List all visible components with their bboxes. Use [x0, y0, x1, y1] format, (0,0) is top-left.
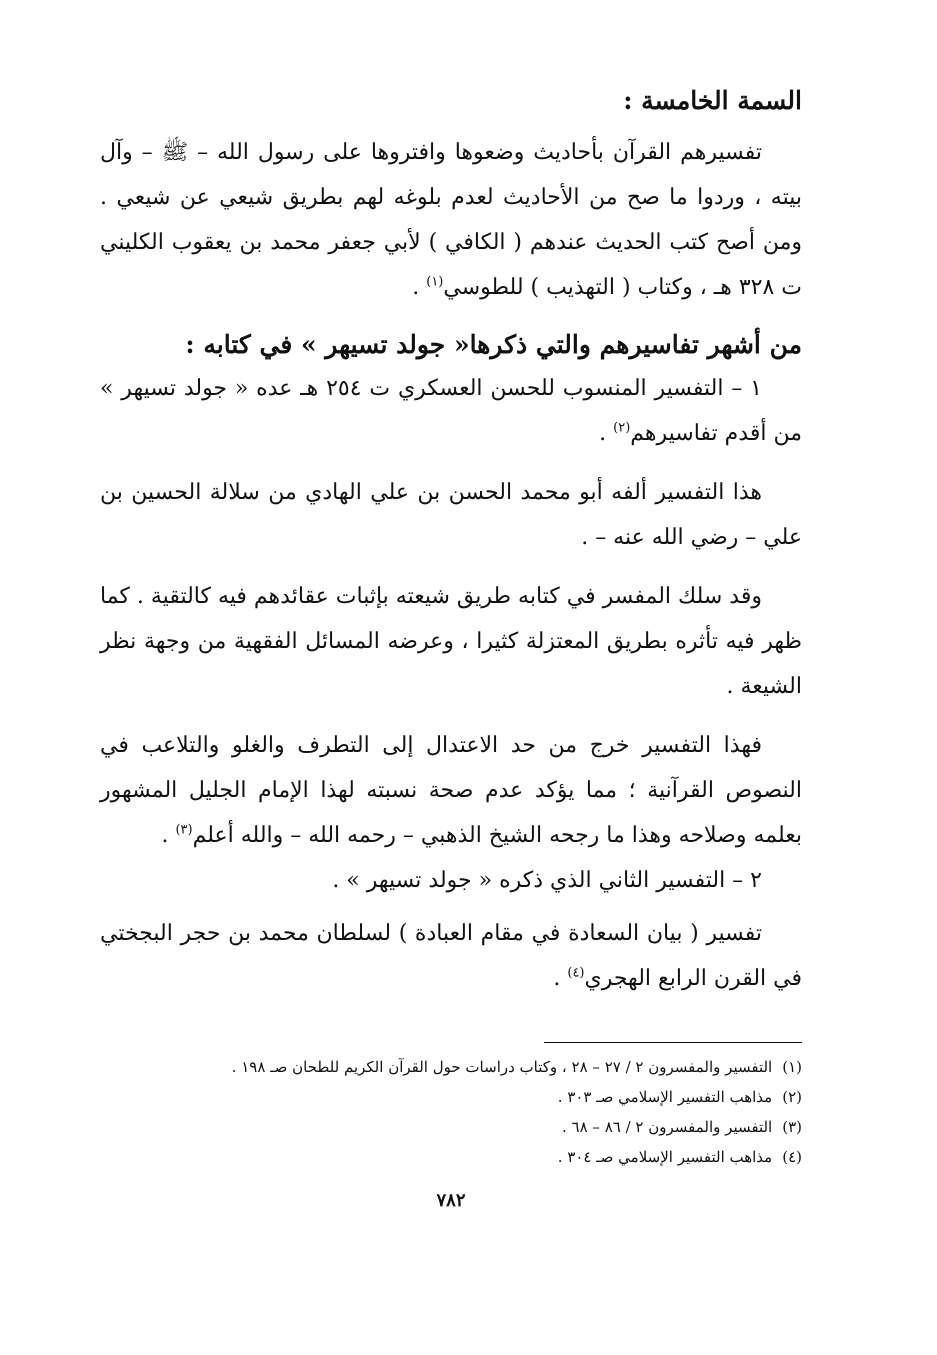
footnote-ref-4[interactable]: (٤) [567, 965, 585, 981]
list-item-1 [100, 366, 802, 456]
footnote-item [100, 1082, 802, 1112]
paragraph-1-end: . [412, 275, 427, 300]
footnotes-list [100, 1052, 802, 1172]
paragraph-5-text: تفسير ( بيان السعادة في مقام العبادة ) لسلطان محمد بن حجر البجختي في القرن الرابع الهجري [100, 921, 802, 991]
paragraph-5-end: . [553, 966, 568, 991]
paragraph-4-end: . [161, 823, 176, 848]
paragraph-3: وقد سلك المفسر في كتابه طريق شيعته بإثبات عقائدهم فيه كالتقية . كما ظهر فيه تأثره بطريق المعتزلة كثيرا ، وعرضه المسائل الفقهية من وجهة نظر الشيعة . [100, 584, 802, 699]
paragraph-5 [100, 911, 802, 1001]
subsection-heading: من أشهر تفاسيرهم والتي ذكرها« جولد تسيهر » في كتابه : [185, 330, 802, 359]
footnote-ref-3[interactable]: (٣) [175, 822, 193, 838]
footnote-text: التفسير والمفسرون ٢ / ٢٧ – ٢٨ ، وكتاب دراسات حول القرآن الكريم للطحان صـ ١٩٨ . [231, 1058, 773, 1076]
footnote-text: مذاهب التفسير الإسلامي صـ ٣٠٤ . [557, 1148, 773, 1166]
footnote-item [100, 1142, 802, 1172]
list-item-2: ٢ – التفسير الثاني الذي ذكره « جولد تسيهر » . [332, 868, 762, 893]
page-number: ٧٨٢ [436, 1190, 466, 1211]
section-heading: السمة الخامسة : [623, 86, 802, 115]
footnote-item [100, 1112, 802, 1142]
footnote-number: (٤) [782, 1148, 802, 1166]
footnote-number: (١) [782, 1058, 802, 1076]
paragraph-1 [100, 130, 802, 310]
footnote-number: (٢) [782, 1088, 802, 1106]
footnote-divider [544, 1042, 802, 1043]
list-item-1-text: ١ – التفسير المنسوب للحسن العسكري ت ٢٥٤ هـ عده « جولد تسيهر » من أقدم تفاسيرهم [100, 376, 802, 446]
footnote-ref-2[interactable]: (٢) [613, 420, 631, 436]
footnote-text: التفسير والمفسرون ٢ / ٨٦ – ٦٨ . [561, 1118, 773, 1136]
paragraph-4-text: فهذا التفسير خرج من حد الاعتدال إلى التطرف والغلو والتلاعب في النصوص القرآنية ؛ مما يؤكد عدم صحة نسبته لهذا الإمام الجليل المشهور بعلمه وصلاحه وهذا ما رجحه الشيخ الذهبي – رحمه الله – والله أعلم [100, 733, 802, 848]
footnote-item [100, 1052, 802, 1082]
footnote-number: (٣) [782, 1118, 802, 1136]
paragraph-1-text: تفسيرهم القرآن بأحاديث وضعوها وافتروها على رسول الله – ﷺ – وآل بيته ، وردوا ما صح من الأحاديث لعدم بلوغه لهم بطريق شيعي عن شيعي . ومن أصح كتب الحديث عندهم ( الكافي ) لأبي جعفر محمد بن يعقوب الكليني ت ٣٢٨ هـ ، وكتاب ( التهذيب ) للطوسي [100, 140, 802, 300]
paragraph-2: هذا التفسير ألفه أبو محمد الحسن بن علي الهادي من سلالة الحسين بن علي – رضي الله عنه – . [100, 480, 802, 550]
footnote-ref-1[interactable]: (١) [426, 274, 444, 290]
list-item-1-end: . [599, 421, 614, 446]
document-page [100, 80, 802, 1280]
paragraph-4 [100, 723, 802, 858]
footnote-text: مذاهب التفسير الإسلامي صـ ٣٠٣ . [557, 1088, 773, 1106]
